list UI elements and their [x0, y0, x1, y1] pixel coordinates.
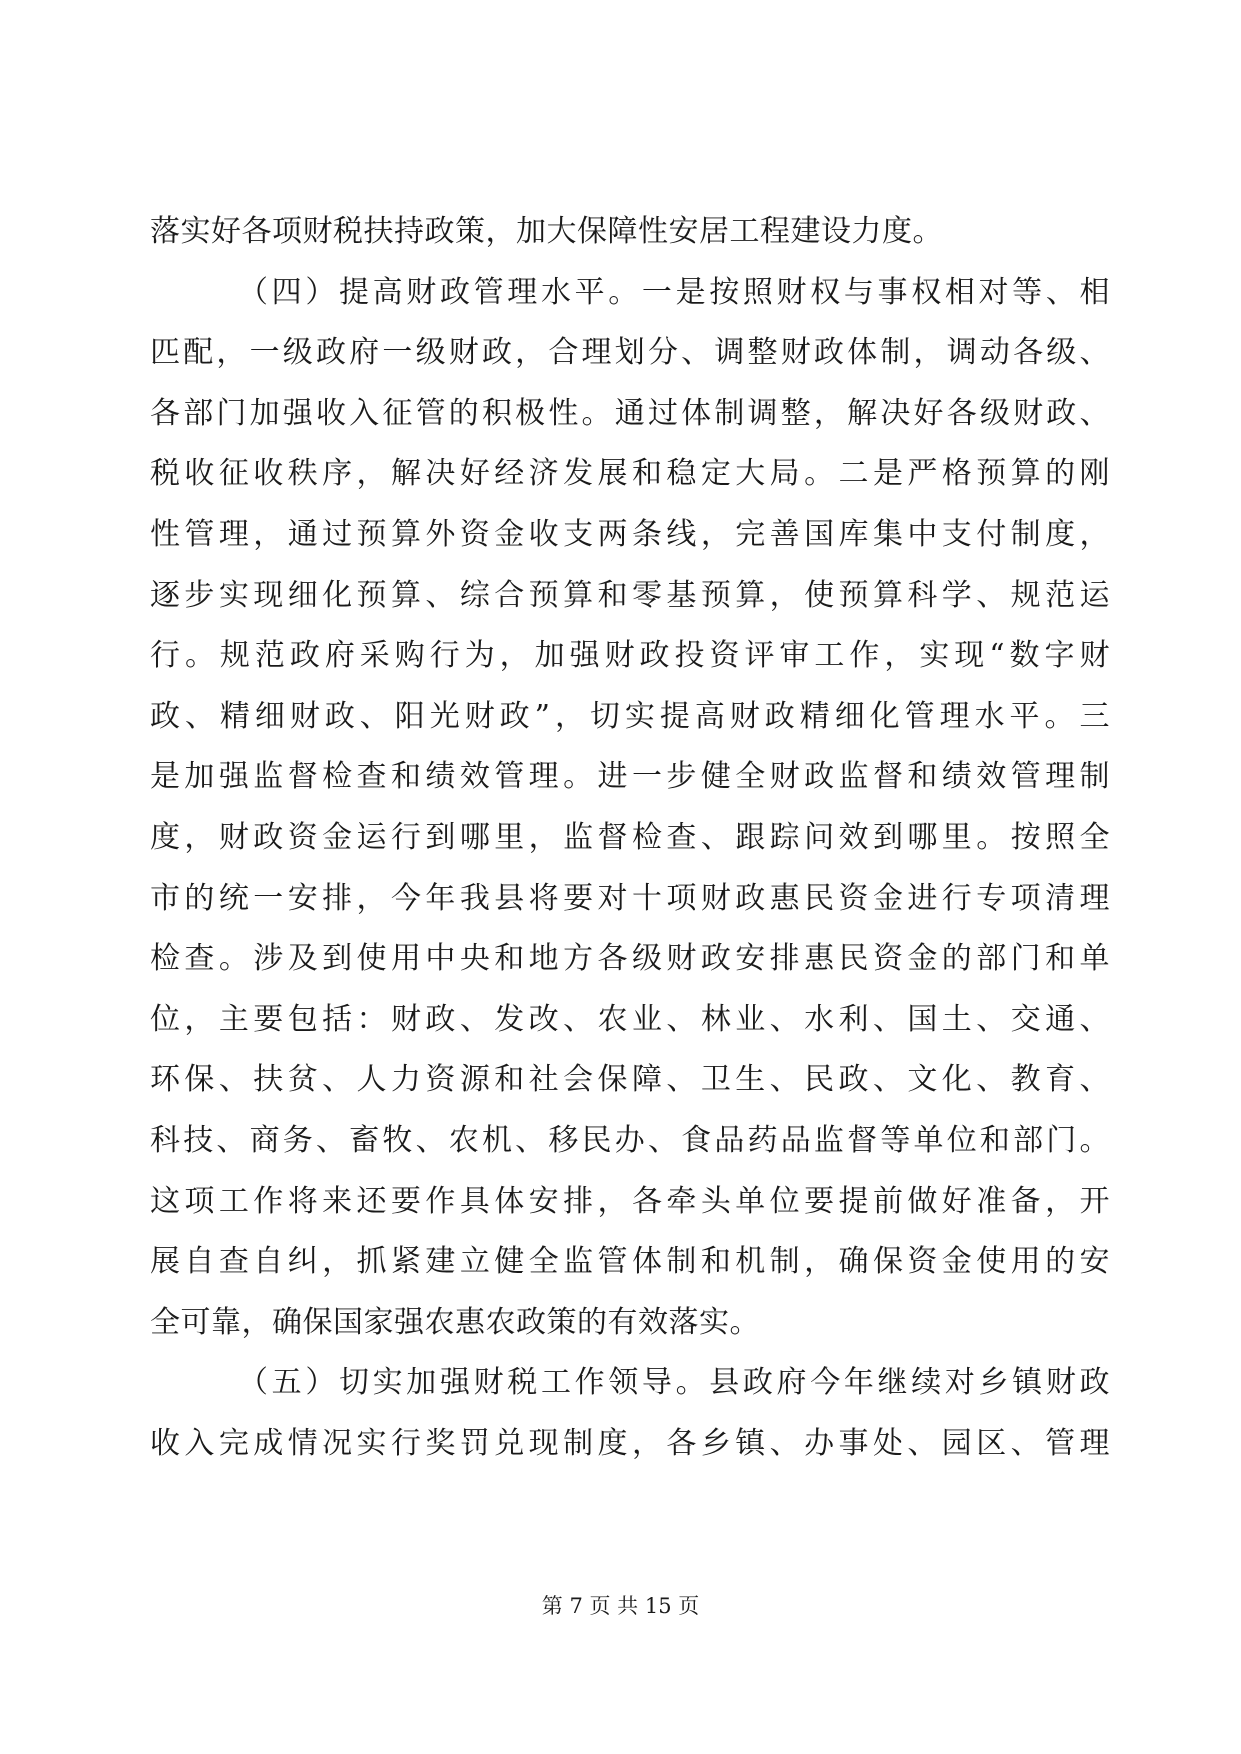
text-line: 市的统一安排，今年我县将要对十项财政惠民资金进行专项清理 — [150, 880, 1110, 916]
text-line: 这项工作将来还要作具体安排，各牵头单位要提前做好准备，开 — [150, 1183, 1110, 1219]
text-line: 政、精细财政、阳光财政”，切实提高财政精细化管理水平。三 — [150, 698, 1110, 734]
text-line: 落实好各项财税扶持政策，加大保障性安居工程建设力度。 — [150, 214, 943, 249]
body-text — [150, 202, 1110, 1474]
text-line: 税收征收秩序，解决好经济发展和稳定大局。二是严格预算的刚 — [150, 456, 1110, 492]
text-line: （四）提高财政管理水平。一是按照财权与事权相对等、相 — [238, 274, 1110, 310]
text-line: 检查。涉及到使用中央和地方各级财政安排惠民资金的部门和单 — [150, 941, 1110, 977]
text-line: 行。规范政府采购行为，加强财政投资评审工作，实现“数字财 — [150, 638, 1110, 674]
text-line: 环保、扶贫、人力资源和社会保障、卫生、民政、文化、教育、 — [150, 1062, 1110, 1098]
text-line: 匹配，一级政府一级财政，合理划分、调整财政体制，调动各级、 — [150, 335, 1110, 371]
text-line: 位，主要包括：财政、发改、农业、林业、水利、国土、交通、 — [150, 1001, 1110, 1037]
text-line: 全可靠，确保国家强农惠农政策的有效落实。 — [150, 1304, 760, 1340]
text-line: 度，财政资金运行到哪里，监督检查、跟踪问效到哪里。按照全 — [150, 819, 1110, 855]
page-number-footer: 第 7 页 共 15 页 — [541, 1594, 700, 1618]
text-line: 科技、商务、畜牧、农机、移民办、食品药品监督等单位和部门。 — [150, 1122, 1110, 1158]
text-line: 是加强监督检查和绩效管理。进一步健全财政监督和绩效管理制 — [150, 759, 1110, 795]
text-line: 展自查自纠，抓紧建立健全监管体制和机制，确保资金使用的安 — [150, 1244, 1110, 1280]
text-line: （五）切实加强财税工作领导。县政府今年继续对乡镇财政 — [238, 1365, 1110, 1401]
text-line: 性管理，通过预算外资金收支两条线，完善国库集中支付制度， — [150, 516, 1110, 552]
text-line: 收入完成情况实行奖罚兑现制度，各乡镇、办事处、园区、管理 — [150, 1425, 1110, 1461]
text-line: 逐步实现细化预算、综合预算和零基预算，使预算科学、规范运 — [150, 577, 1110, 613]
text-line: 各部门加强收入征管的积极性。通过体制调整，解决好各级财政、 — [150, 395, 1110, 431]
